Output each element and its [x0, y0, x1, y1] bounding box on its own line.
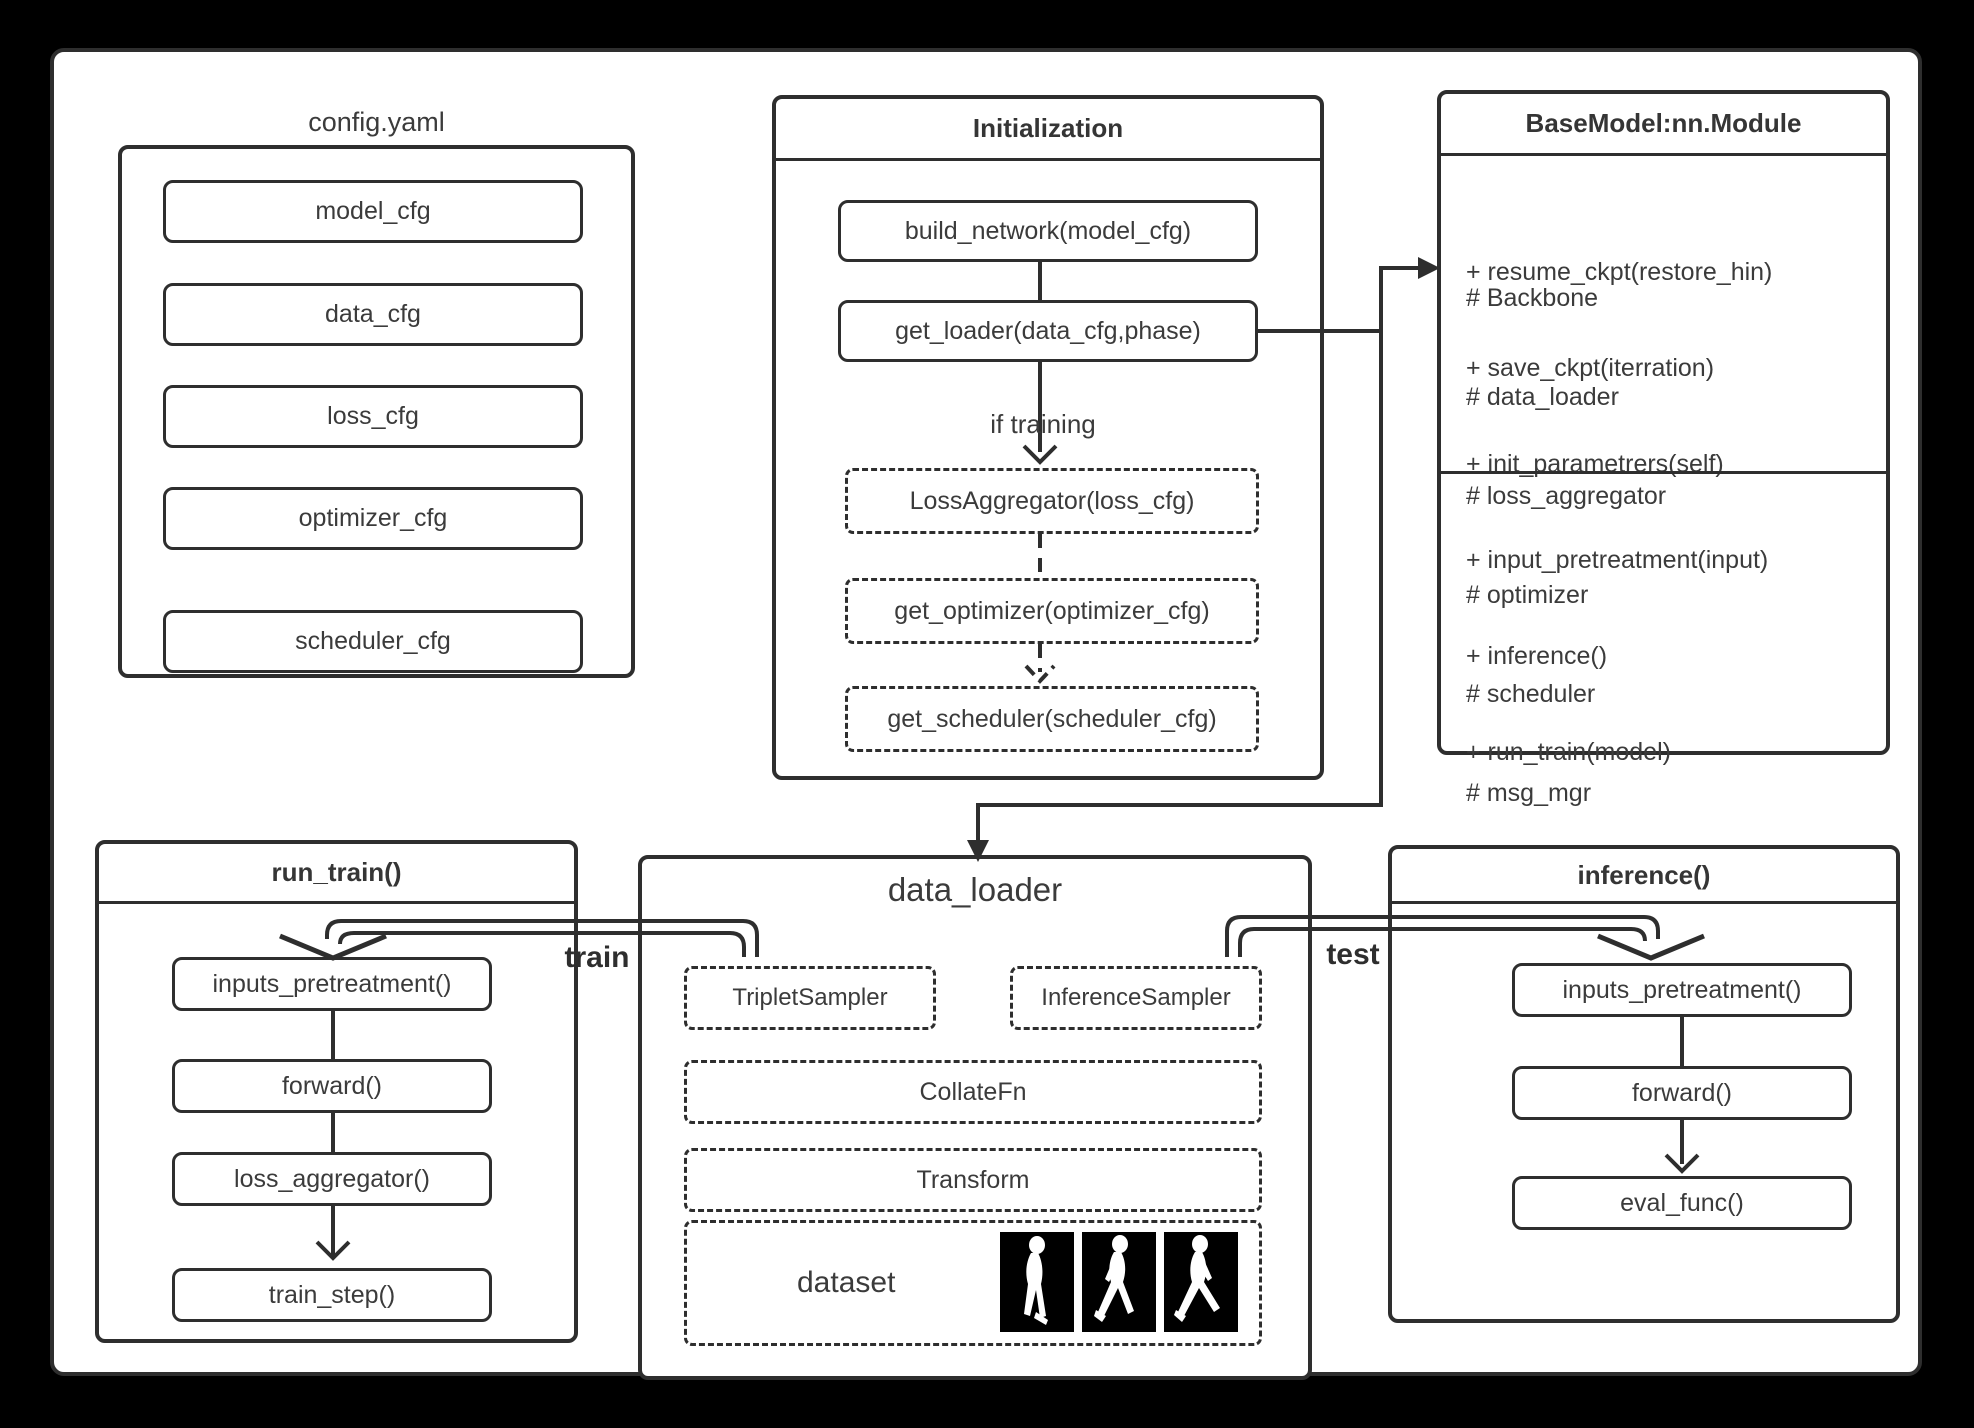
- initialization-title: Initialization: [776, 99, 1320, 161]
- method-input-pretreatment: + input_pretreatment(input): [1466, 546, 1769, 574]
- run-train-train-step-node: train_step(): [172, 1268, 492, 1322]
- inference-sampler-node: InferenceSampler: [1010, 966, 1262, 1030]
- if-training-label: if training: [990, 408, 1096, 439]
- gait-silhouette-image-1: [1000, 1232, 1074, 1332]
- base-model-attributes: [1441, 156, 1886, 876]
- base-model-box: [1437, 90, 1890, 807]
- attr-backbone: # Backbone: [1466, 284, 1599, 312]
- collate-fn-node: CollateFn: [684, 1060, 1262, 1124]
- method-init-parameters: + init_parametrers(self): [1466, 450, 1724, 478]
- inference-forward-node: forward(): [1512, 1066, 1852, 1120]
- config-item-data-cfg: data_cfg: [163, 283, 583, 346]
- attr-loss-aggregator: # loss_aggregator: [1466, 482, 1667, 510]
- method-run-train: + run_train(model): [1466, 738, 1671, 766]
- config-item-model-cfg: model_cfg: [163, 180, 583, 243]
- base-model-title: BaseModel:nn.Module: [1441, 94, 1886, 156]
- attr-msg-mgr: # msg_mgr: [1466, 779, 1592, 807]
- method-resume-ckpt: + resume_ckpt(restore_hin): [1466, 258, 1773, 286]
- transform-node: Transform: [684, 1148, 1262, 1212]
- run-train-loss-aggregator-node: loss_aggregator(): [172, 1152, 492, 1206]
- run-train-inputs-pretreatment-node: inputs_pretreatment(): [172, 957, 492, 1011]
- loss-aggregator-node: LossAggregator(loss_cfg): [845, 468, 1259, 534]
- gait-silhouette-image-3: [1164, 1232, 1238, 1332]
- config-yaml-title: config.yaml: [308, 106, 445, 137]
- inference-eval-func-node: eval_func(): [1512, 1176, 1852, 1230]
- get-loader-node: get_loader(data_cfg,phase): [838, 300, 1258, 362]
- config-item-optimizer-cfg: optimizer_cfg: [163, 487, 583, 550]
- gait-silhouette-image-2: [1082, 1232, 1156, 1332]
- triplet-sampler-node: TripletSampler: [684, 966, 936, 1030]
- get-scheduler-node: get_scheduler(scheduler_cfg): [845, 686, 1259, 752]
- attr-data-loader: # data_loader: [1466, 383, 1619, 411]
- method-inference: + inference(): [1466, 642, 1608, 670]
- inference-title: inference(): [1392, 849, 1896, 904]
- dataset-label: dataset: [797, 1266, 896, 1299]
- config-item-scheduler-cfg: scheduler_cfg: [163, 610, 583, 673]
- get-optimizer-node: get_optimizer(optimizer_cfg): [845, 578, 1259, 644]
- build-network-node: build_network(model_cfg): [838, 200, 1258, 262]
- attr-optimizer: # optimizer: [1466, 581, 1589, 609]
- inference-inputs-pretreatment-node: inputs_pretreatment(): [1512, 963, 1852, 1017]
- attr-scheduler: # scheduler: [1466, 680, 1596, 708]
- data-loader-title: data_loader: [887, 871, 1063, 908]
- run-train-title: run_train(): [99, 844, 574, 904]
- method-save-ckpt: + save_ckpt(iterration): [1466, 354, 1715, 382]
- train-edge-label: train: [564, 941, 630, 974]
- config-item-loss-cfg: loss_cfg: [163, 385, 583, 448]
- test-edge-label: test: [1326, 938, 1380, 971]
- run-train-forward-node: forward(): [172, 1059, 492, 1113]
